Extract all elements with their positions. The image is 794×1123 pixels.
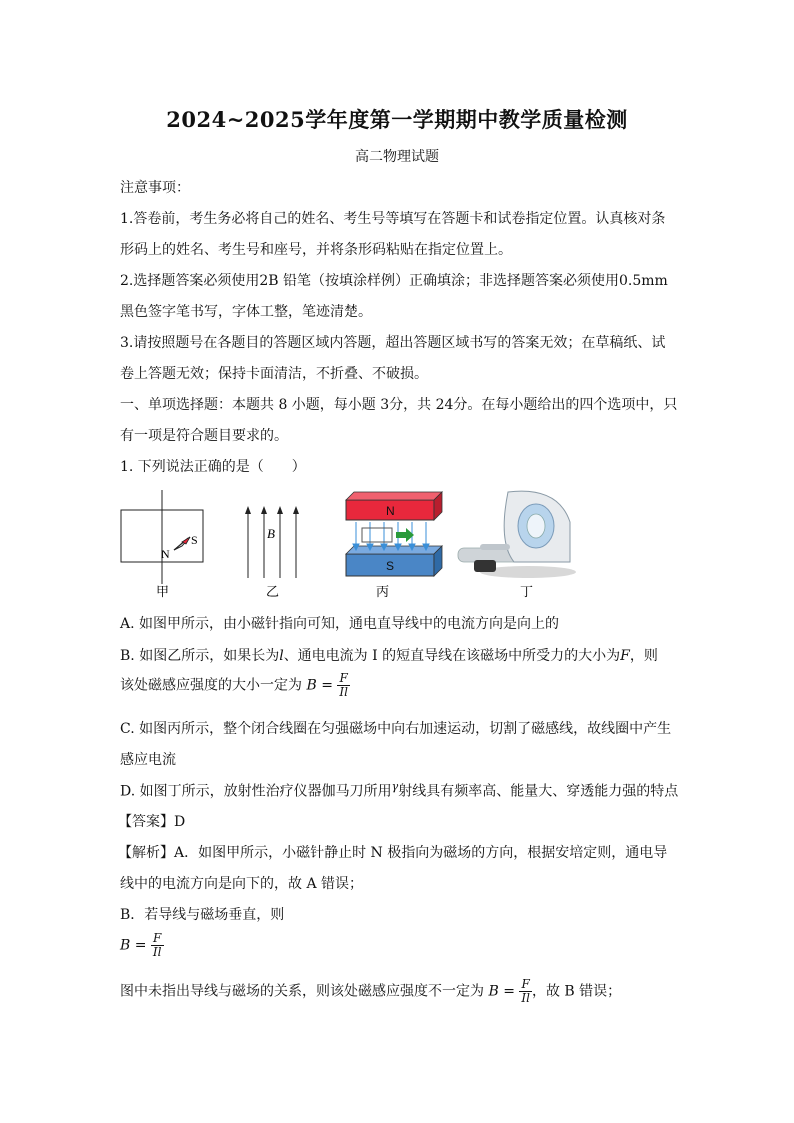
yi-b-label: B bbox=[267, 526, 275, 541]
figure-label-jia: 甲 bbox=[156, 585, 170, 600]
bing-n-label: N bbox=[386, 504, 395, 518]
option-b-text-pre: B. 如图乙所示，如果长为 bbox=[120, 648, 280, 664]
formula-fraction bbox=[337, 672, 350, 699]
option-a: A. 如图甲所示，由小磁针指向可知，通电直导线中的电流方向是向上的 bbox=[120, 616, 560, 632]
analysis-formula-denominator: Il bbox=[152, 945, 162, 959]
analysis-last-formula-denominator: Il bbox=[521, 991, 530, 1005]
right-arrow-icon bbox=[396, 528, 414, 542]
analysis-last-text-post: ，故 B 错误； bbox=[531, 983, 622, 1000]
notice-item2-line2: 黑色签字笔书写，字体工整，笔迹清楚。 bbox=[120, 304, 372, 320]
analysis-last-formula-lhs: B = bbox=[488, 983, 515, 1000]
section1-line1: 一、单项选择题：本题共 8 小题，每小题 3分，共 24分。在每小题给出的四个选项中，只 bbox=[120, 397, 678, 413]
figure-label-bing: 丙 bbox=[376, 585, 390, 600]
page-title: 2024~2025学年度第一学期期中教学质量检测 bbox=[166, 107, 628, 132]
analysis-formula bbox=[120, 932, 164, 959]
analysis-last-line bbox=[120, 978, 621, 1005]
analysis-formula-numerator: F bbox=[151, 932, 164, 946]
formula-b-lhs: B = bbox=[306, 677, 333, 694]
notice-item1-line2: 形码上的姓名、考生号和座号，并将条形码粘贴在指定位置上。 bbox=[120, 242, 512, 258]
question1-stem: 1. 下列说法正确的是（ ） bbox=[120, 459, 306, 475]
bing-s-label: S bbox=[386, 559, 395, 573]
option-b-l-symbol: l bbox=[279, 648, 284, 664]
notice-item1-line1: 1.答卷前，考生务必将自己的姓名、考生号等填写在答题卡和试卷指定位置。认真核对条 bbox=[120, 211, 666, 227]
option-d bbox=[120, 780, 678, 801]
figure-jia bbox=[121, 490, 203, 600]
jia-s-label: S bbox=[191, 533, 198, 547]
formula-numerator: F bbox=[337, 672, 350, 686]
option-b-f-symbol: F bbox=[620, 648, 630, 664]
analysis-formula-lhs: B = bbox=[120, 937, 147, 954]
option-d-text-post: 射线具有频率高、能量大、穿透能力强的特点 bbox=[398, 783, 679, 800]
answer-line: 【答案】D bbox=[118, 814, 186, 830]
jia-n-label: N bbox=[161, 547, 170, 561]
page-subtitle: 高二物理试题 bbox=[355, 149, 439, 165]
notice-item2-line1: 2.选择题答案必须使用2B 铅笔（按填涂样例）正确填涂；非选择题答案必须使用0.5mm bbox=[120, 273, 668, 289]
figure-label-yi: 乙 bbox=[266, 585, 280, 600]
compass-needle-s-icon bbox=[182, 537, 190, 544]
figure-yi bbox=[245, 506, 299, 600]
notice-heading: 注意事项： bbox=[120, 180, 190, 196]
option-b-line2 bbox=[120, 672, 350, 699]
analysis-b: B．若导线与磁场垂直，则 bbox=[120, 907, 285, 923]
option-b-line1 bbox=[120, 645, 658, 665]
notice-item3-line2: 卷上答题无效；保持卡面清洁，不折叠、不破损。 bbox=[120, 366, 428, 382]
option-b-text-line2: 该处磁感应强度的大小一定为 bbox=[120, 677, 302, 694]
formula-denominator: Il bbox=[339, 685, 348, 699]
analysis-last-formula-numerator: F bbox=[519, 978, 532, 992]
figure-bing bbox=[346, 492, 442, 600]
notice-item3-line1: 3.请按照题号在各题目的答题区域内答题，超出答题区域书写的答案无效；在草稿纸、试 bbox=[120, 335, 666, 351]
analysis-last-text-pre: 图中未指出导线与磁场的关系，则该处磁感应强度不一定为 bbox=[120, 983, 484, 1000]
option-d-text-pre: D. 如图丁所示，放射性治疗仪器伽马刀所用 bbox=[120, 783, 392, 800]
option-c-line1: C. 如图丙所示，整个闭合线圈在匀强磁场中向右加速运动，切割了磁感线，故线圈中产生 bbox=[120, 721, 672, 737]
analysis-formula-fraction bbox=[151, 932, 164, 959]
figure-ding bbox=[458, 491, 576, 600]
analysis-last-formula-fraction bbox=[519, 978, 532, 1005]
analysis-line2: 线中的电流方向是向下的，故 A 错误； bbox=[120, 876, 364, 892]
analysis-line1: 【解析】A．如图甲所示，小磁针静止时 N 极指向为磁场的方向，根据安培定则，通电导 bbox=[118, 845, 668, 861]
question1-figure bbox=[118, 482, 588, 602]
figure-label-ding: 丁 bbox=[520, 585, 534, 600]
option-d-gamma-symbol: γ bbox=[391, 780, 399, 793]
section1-line2: 有一项是符合题目要求的。 bbox=[120, 428, 288, 444]
option-b-text-mid: 、通电电流为 I 的短直导线在该磁场中所受力的大小为 bbox=[283, 648, 621, 664]
option-b-text-end: ，则 bbox=[629, 648, 658, 664]
option-c-line2: 感应电流 bbox=[120, 752, 176, 768]
coil-loop bbox=[362, 528, 392, 542]
